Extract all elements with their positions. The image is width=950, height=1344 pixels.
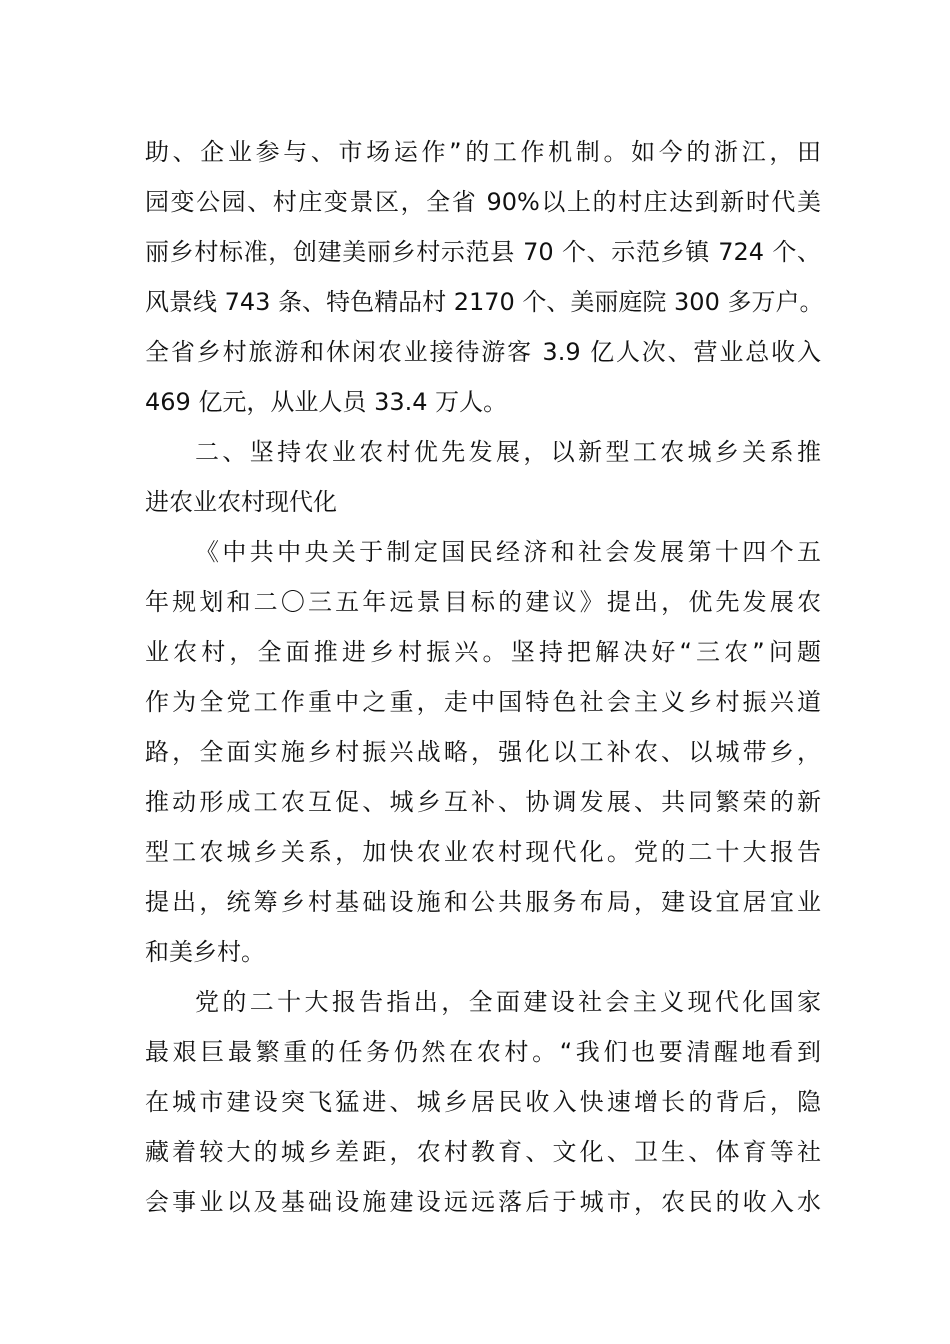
text-line: 和美乡村。 [145, 938, 265, 966]
text-line: 全省乡村旅游和休闲农业接待游客 3.9 亿人次、营业总收入 [145, 338, 821, 366]
paragraph [145, 127, 824, 427]
text-line: 藏着较大的城乡差距，农村教育、文化、卫生、体育等社 [145, 1138, 821, 1166]
text-line: 提出，统筹乡村基础设施和公共服务布局，建设宜居宜业 [145, 888, 821, 916]
text-line: 党的二十大报告指出，全面建设社会主义现代化国家 [195, 988, 821, 1016]
text-line: 作为全党工作重中之重，走中国特色社会主义乡村振兴道 [145, 688, 821, 716]
text-line: 风景线 743 条、特色精品村 2170 个、美丽庭院 300 多万户。 [145, 288, 824, 316]
text-line: 最艰巨最繁重的任务仍然在农村。“我们也要清醒地看到 [145, 1038, 821, 1066]
text-line: 469 亿元，从业人员 33.4 万人。 [145, 388, 508, 416]
text-line: 助、企业参与、市场运作”的工作机制。如今的浙江，田 [145, 138, 821, 166]
text-line: 二、坚持农业农村优先发展，以新型工农城乡关系推 [195, 438, 821, 466]
paragraph [145, 427, 821, 527]
text-line: 路，全面实施乡村振兴战略，强化以工补农、以城带乡， [145, 738, 821, 766]
text-line: 年规划和二〇三五年远景目标的建议》提出，优先发展农 [145, 588, 821, 616]
text-line: 《中共中央关于制定国民经济和社会发展第十四个五 [195, 538, 821, 566]
text-line: 型工农城乡关系，加快农业农村现代化。党的二十大报告 [145, 838, 821, 866]
text-line: 丽乡村标准，创建美丽乡村示范县 70 个、示范乡镇 724 个、 [145, 238, 821, 266]
text-line: 业农村，全面推进乡村振兴。坚持把解决好“三农”问题 [145, 638, 821, 666]
text-line: 推动形成工农互促、城乡互补、协调发展、共同繁荣的新 [145, 788, 821, 816]
text-line: 会事业以及基础设施建设远远落后于城市，农民的收入水 [145, 1188, 821, 1216]
text-line: 园变公园、村庄变景区，全省 90%以上的村庄达到新时代美 [145, 188, 821, 216]
paragraph [145, 527, 821, 977]
text-line: 在城市建设突飞猛进、城乡居民收入快速增长的背后，隐 [145, 1088, 821, 1116]
text-line: 进农业农村现代化 [145, 488, 337, 516]
document-page [145, 127, 824, 1227]
paragraph [145, 977, 821, 1227]
